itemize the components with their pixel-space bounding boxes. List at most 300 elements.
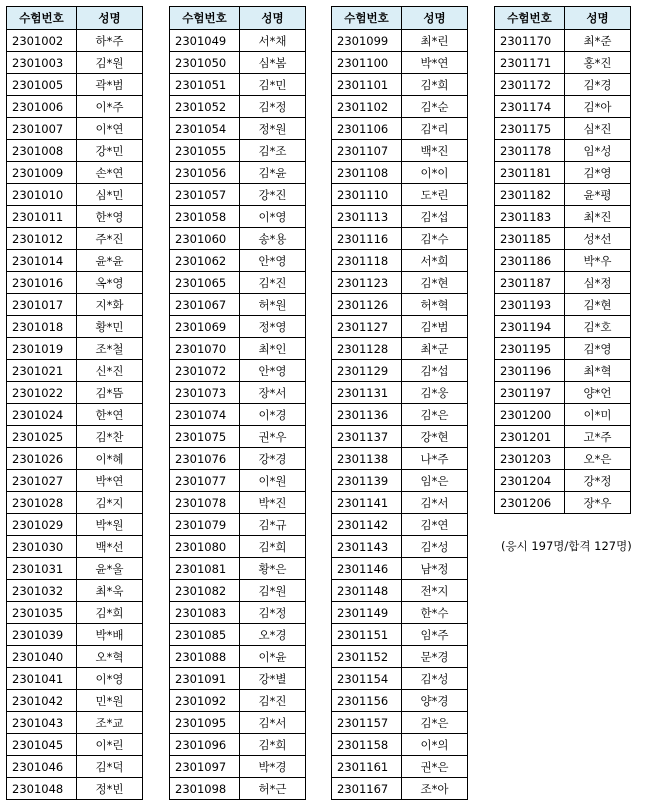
exam-number-cell: 2301148 <box>332 580 402 602</box>
exam-number-cell: 2301006 <box>7 96 77 118</box>
header-name: 성명 <box>565 7 631 30</box>
table-row <box>332 756 468 778</box>
name-cell: 최*군 <box>402 338 468 360</box>
table-row <box>495 338 631 360</box>
exam-number-cell: 2301201 <box>495 426 565 448</box>
table-row <box>332 536 468 558</box>
exam-number-cell: 2301092 <box>170 690 240 712</box>
name-cell: 허*혁 <box>402 294 468 316</box>
name-cell: 최*욱 <box>77 580 143 602</box>
table-row <box>332 712 468 734</box>
table-row <box>332 250 468 272</box>
table-row <box>7 690 143 712</box>
exam-number-cell: 2301171 <box>495 52 565 74</box>
table-row <box>7 756 143 778</box>
table-row <box>7 52 143 74</box>
name-cell: 최*혁 <box>565 360 631 382</box>
table-row <box>170 140 306 162</box>
table-row <box>7 272 143 294</box>
name-cell: 권*우 <box>240 426 306 448</box>
table-row <box>332 514 468 536</box>
name-cell: 이*린 <box>77 734 143 756</box>
table-row <box>7 668 143 690</box>
name-cell: 한*영 <box>77 206 143 228</box>
exam-number-cell: 2301167 <box>332 778 402 800</box>
table-row <box>170 382 306 404</box>
name-cell: 안*영 <box>240 360 306 382</box>
table-row <box>332 646 468 668</box>
name-cell: 김*순 <box>402 96 468 118</box>
name-cell: 박*우 <box>565 250 631 272</box>
name-cell: 권*은 <box>402 756 468 778</box>
name-cell: 박*원 <box>77 514 143 536</box>
table-row <box>332 404 468 426</box>
exam-number-cell: 2301018 <box>7 316 77 338</box>
header-exam-number: 수험번호 <box>7 7 77 30</box>
table-row <box>332 492 468 514</box>
table-row <box>170 250 306 272</box>
exam-number-cell: 2301193 <box>495 294 565 316</box>
table-row <box>332 338 468 360</box>
name-cell: 김*덕 <box>77 756 143 778</box>
name-cell: 김*정 <box>240 96 306 118</box>
exam-number-cell: 2301077 <box>170 470 240 492</box>
header-name: 성명 <box>240 7 306 30</box>
table-row <box>332 74 468 96</box>
name-cell: 박*진 <box>240 492 306 514</box>
name-cell: 이*의 <box>402 734 468 756</box>
name-cell: 곽*범 <box>77 74 143 96</box>
exam-number-cell: 2301097 <box>170 756 240 778</box>
exam-number-cell: 2301010 <box>7 184 77 206</box>
exam-number-cell: 2301030 <box>7 536 77 558</box>
exam-number-cell: 2301035 <box>7 602 77 624</box>
summary-note: (응시 197명/합격 127명) <box>501 539 632 553</box>
name-cell: 김*조 <box>240 140 306 162</box>
table-row <box>332 206 468 228</box>
exam-number-cell: 2301076 <box>170 448 240 470</box>
table-row <box>332 140 468 162</box>
name-cell: 김*지 <box>77 492 143 514</box>
name-cell: 강*민 <box>77 140 143 162</box>
name-cell: 김*연 <box>402 514 468 536</box>
exam-number-cell: 2301187 <box>495 272 565 294</box>
name-cell: 윤*울 <box>77 558 143 580</box>
table-row <box>332 52 468 74</box>
table-row <box>332 602 468 624</box>
name-cell: 문*경 <box>402 646 468 668</box>
exam-number-cell: 2301204 <box>495 470 565 492</box>
table-row <box>7 404 143 426</box>
table-row <box>170 96 306 118</box>
table-row <box>332 470 468 492</box>
exam-number-cell: 2301058 <box>170 206 240 228</box>
name-cell: 박*연 <box>77 470 143 492</box>
table-row <box>495 74 631 96</box>
exam-number-cell: 2301025 <box>7 426 77 448</box>
exam-number-cell: 2301146 <box>332 558 402 580</box>
exam-number-cell: 2301074 <box>170 404 240 426</box>
name-cell: 나*주 <box>402 448 468 470</box>
exam-number-cell: 2301022 <box>7 382 77 404</box>
header-row <box>332 7 468 30</box>
name-cell: 백*선 <box>77 536 143 558</box>
table-row <box>170 316 306 338</box>
header-name: 성명 <box>77 7 143 30</box>
name-cell: 김*은 <box>402 712 468 734</box>
table-row <box>7 74 143 96</box>
table-row <box>495 470 631 492</box>
table-row <box>332 624 468 646</box>
exam-number-cell: 2301170 <box>495 30 565 52</box>
exam-number-cell: 2301026 <box>7 448 77 470</box>
table-row <box>7 360 143 382</box>
exam-number-cell: 2301152 <box>332 646 402 668</box>
table-row <box>170 184 306 206</box>
table-row <box>170 74 306 96</box>
name-cell: 조*교 <box>77 712 143 734</box>
table-row <box>7 316 143 338</box>
name-cell: 강*진 <box>240 184 306 206</box>
name-cell: 김*섭 <box>402 360 468 382</box>
exam-number-cell: 2301070 <box>170 338 240 360</box>
table-row <box>495 492 631 514</box>
table-row <box>170 448 306 470</box>
name-cell: 송*용 <box>240 228 306 250</box>
table-row <box>332 778 468 800</box>
header-row <box>7 7 143 30</box>
exam-number-cell: 2301197 <box>495 382 565 404</box>
table-row <box>332 228 468 250</box>
name-cell: 심*진 <box>565 118 631 140</box>
exam-number-cell: 2301195 <box>495 338 565 360</box>
exam-number-cell: 2301149 <box>332 602 402 624</box>
name-cell: 김*원 <box>77 52 143 74</box>
exam-number-cell: 2301019 <box>7 338 77 360</box>
exam-number-cell: 2301065 <box>170 272 240 294</box>
name-cell: 김*정 <box>240 602 306 624</box>
name-cell: 최*진 <box>565 206 631 228</box>
table-row <box>7 382 143 404</box>
header-name: 성명 <box>402 7 468 30</box>
name-cell: 최*준 <box>565 30 631 52</box>
name-cell: 김*규 <box>240 514 306 536</box>
table-row <box>495 360 631 382</box>
name-cell: 김*찬 <box>77 426 143 448</box>
table-row <box>7 470 143 492</box>
roster-table-3 <box>331 6 468 800</box>
name-cell: 이*원 <box>240 470 306 492</box>
table-row <box>495 426 631 448</box>
exam-number-cell: 2301017 <box>7 294 77 316</box>
name-cell: 김*은 <box>402 404 468 426</box>
exam-number-cell: 2301183 <box>495 206 565 228</box>
header-exam-number: 수험번호 <box>495 7 565 30</box>
exam-number-cell: 2301157 <box>332 712 402 734</box>
name-cell: 하*주 <box>77 30 143 52</box>
name-cell: 이*영 <box>77 668 143 690</box>
name-cell: 이*혜 <box>77 448 143 470</box>
table-row <box>170 580 306 602</box>
exam-number-cell: 2301085 <box>170 624 240 646</box>
exam-number-cell: 2301046 <box>7 756 77 778</box>
name-cell: 안*영 <box>240 250 306 272</box>
name-cell: 오*은 <box>565 448 631 470</box>
name-cell: 옥*영 <box>77 272 143 294</box>
table-row <box>332 360 468 382</box>
exam-number-cell: 2301172 <box>495 74 565 96</box>
header-exam-number: 수험번호 <box>170 7 240 30</box>
table-row <box>495 294 631 316</box>
exam-number-cell: 2301088 <box>170 646 240 668</box>
exam-number-cell: 2301045 <box>7 734 77 756</box>
table-row <box>7 778 143 800</box>
exam-number-cell: 2301081 <box>170 558 240 580</box>
table-row <box>170 52 306 74</box>
name-cell: 양*경 <box>402 690 468 712</box>
exam-number-cell: 2301049 <box>170 30 240 52</box>
name-cell: 김*윤 <box>240 162 306 184</box>
name-cell: 심*정 <box>565 272 631 294</box>
name-cell: 오*경 <box>240 624 306 646</box>
exam-number-cell: 2301028 <box>7 492 77 514</box>
name-cell: 윤*평 <box>565 184 631 206</box>
table-row <box>495 96 631 118</box>
exam-number-cell: 2301100 <box>332 52 402 74</box>
exam-number-cell: 2301196 <box>495 360 565 382</box>
roster-table-2 <box>169 6 306 800</box>
table-row <box>7 558 143 580</box>
name-cell: 강*현 <box>402 426 468 448</box>
table-row <box>170 228 306 250</box>
name-cell: 도*린 <box>402 184 468 206</box>
table-row <box>7 514 143 536</box>
name-cell: 손*연 <box>77 162 143 184</box>
table-row <box>170 294 306 316</box>
exam-number-cell: 2301106 <box>332 118 402 140</box>
name-cell: 김*성 <box>402 668 468 690</box>
header-row <box>495 7 631 30</box>
exam-number-cell: 2301113 <box>332 206 402 228</box>
exam-number-cell: 2301194 <box>495 316 565 338</box>
exam-number-cell: 2301175 <box>495 118 565 140</box>
table-row <box>332 382 468 404</box>
header-row <box>170 7 306 30</box>
table-row <box>7 206 143 228</box>
name-cell: 이*이 <box>402 162 468 184</box>
table-row <box>495 118 631 140</box>
exam-number-cell: 2301108 <box>332 162 402 184</box>
exam-number-cell: 2301123 <box>332 272 402 294</box>
name-cell: 임*주 <box>402 624 468 646</box>
table-row <box>7 536 143 558</box>
exam-number-cell: 2301052 <box>170 96 240 118</box>
exam-number-cell: 2301128 <box>332 338 402 360</box>
exam-number-cell: 2301042 <box>7 690 77 712</box>
name-cell: 김*희 <box>402 74 468 96</box>
table-row <box>332 580 468 602</box>
name-cell: 김*희 <box>77 602 143 624</box>
name-cell: 이*영 <box>240 206 306 228</box>
name-cell: 남*정 <box>402 558 468 580</box>
exam-number-cell: 2301107 <box>332 140 402 162</box>
table-row <box>170 118 306 140</box>
exam-number-cell: 2301054 <box>170 118 240 140</box>
exam-number-cell: 2301138 <box>332 448 402 470</box>
table-row <box>7 30 143 52</box>
name-cell: 박*경 <box>240 756 306 778</box>
roster-table-1 <box>6 6 143 800</box>
name-cell: 서*채 <box>240 30 306 52</box>
table-row <box>7 294 143 316</box>
name-cell: 허*원 <box>240 294 306 316</box>
name-cell: 정*영 <box>240 316 306 338</box>
exam-number-cell: 2301024 <box>7 404 77 426</box>
exam-number-cell: 2301142 <box>332 514 402 536</box>
name-cell: 한*연 <box>77 404 143 426</box>
table-row <box>7 228 143 250</box>
exam-number-cell: 2301040 <box>7 646 77 668</box>
exam-number-cell: 2301203 <box>495 448 565 470</box>
table-row <box>170 360 306 382</box>
exam-number-cell: 2301027 <box>7 470 77 492</box>
name-cell: 김*웅 <box>402 382 468 404</box>
exam-number-cell: 2301031 <box>7 558 77 580</box>
table-row <box>170 470 306 492</box>
name-cell: 이*경 <box>240 404 306 426</box>
table-row <box>332 668 468 690</box>
exam-number-cell: 2301182 <box>495 184 565 206</box>
exam-number-cell: 2301008 <box>7 140 77 162</box>
table-row <box>170 734 306 756</box>
exam-number-cell: 2301116 <box>332 228 402 250</box>
name-cell: 강*정 <box>565 470 631 492</box>
exam-number-cell: 2301101 <box>332 74 402 96</box>
name-cell: 김*진 <box>240 690 306 712</box>
name-cell: 장*우 <box>565 492 631 514</box>
name-cell: 황*민 <box>77 316 143 338</box>
table-row <box>7 492 143 514</box>
exam-number-cell: 2301060 <box>170 228 240 250</box>
exam-number-cell: 2301110 <box>332 184 402 206</box>
exam-number-cell: 2301051 <box>170 74 240 96</box>
exam-number-cell: 2301067 <box>170 294 240 316</box>
name-cell: 심*민 <box>77 184 143 206</box>
table-row <box>7 250 143 272</box>
exam-number-cell: 2301158 <box>332 734 402 756</box>
name-cell: 김*뜸 <box>77 382 143 404</box>
exam-number-cell: 2301080 <box>170 536 240 558</box>
table-row <box>170 404 306 426</box>
name-cell: 김*원 <box>240 580 306 602</box>
exam-number-cell: 2301102 <box>332 96 402 118</box>
table-row <box>7 338 143 360</box>
name-cell: 최*인 <box>240 338 306 360</box>
exam-number-cell: 2301062 <box>170 250 240 272</box>
exam-number-cell: 2301002 <box>7 30 77 52</box>
table-row <box>495 272 631 294</box>
exam-number-cell: 2301181 <box>495 162 565 184</box>
exam-number-cell: 2301021 <box>7 360 77 382</box>
name-cell: 오*혁 <box>77 646 143 668</box>
exam-number-cell: 2301136 <box>332 404 402 426</box>
name-cell: 김*민 <box>240 74 306 96</box>
table-row <box>332 448 468 470</box>
exam-number-cell: 2301095 <box>170 712 240 734</box>
table-row <box>7 712 143 734</box>
exam-number-cell: 2301131 <box>332 382 402 404</box>
exam-number-cell: 2301048 <box>7 778 77 800</box>
name-cell: 황*은 <box>240 558 306 580</box>
table-row <box>170 338 306 360</box>
name-cell: 박*배 <box>77 624 143 646</box>
table-row <box>332 426 468 448</box>
name-cell: 지*화 <box>77 294 143 316</box>
table-row <box>495 184 631 206</box>
table-row <box>170 272 306 294</box>
exam-number-cell: 2301099 <box>332 30 402 52</box>
exam-number-cell: 2301011 <box>7 206 77 228</box>
name-cell: 한*수 <box>402 602 468 624</box>
exam-number-cell: 2301091 <box>170 668 240 690</box>
name-cell: 김*아 <box>565 96 631 118</box>
table-row <box>332 96 468 118</box>
table-row <box>7 734 143 756</box>
exam-number-cell: 2301154 <box>332 668 402 690</box>
exam-number-cell: 2301056 <box>170 162 240 184</box>
table-row <box>170 646 306 668</box>
table-row <box>495 228 631 250</box>
name-cell: 이*주 <box>77 96 143 118</box>
table-row <box>170 756 306 778</box>
name-cell: 윤*윤 <box>77 250 143 272</box>
exam-number-cell: 2301032 <box>7 580 77 602</box>
table-row <box>170 514 306 536</box>
name-cell: 고*주 <box>565 426 631 448</box>
table-row <box>495 382 631 404</box>
table-row <box>332 118 468 140</box>
name-cell: 홍*진 <box>565 52 631 74</box>
exam-number-cell: 2301186 <box>495 250 565 272</box>
roster-table-4 <box>494 6 631 514</box>
table-row <box>170 778 306 800</box>
exam-number-cell: 2301016 <box>7 272 77 294</box>
exam-number-cell: 2301143 <box>332 536 402 558</box>
table-row <box>332 162 468 184</box>
table-row <box>332 316 468 338</box>
table-row <box>495 52 631 74</box>
table-row <box>7 448 143 470</box>
table-row <box>170 492 306 514</box>
table-row <box>332 184 468 206</box>
exam-number-cell: 2301029 <box>7 514 77 536</box>
exam-number-cell: 2301069 <box>170 316 240 338</box>
exam-number-cell: 2301161 <box>332 756 402 778</box>
name-cell: 김*희 <box>240 734 306 756</box>
name-cell: 정*원 <box>240 118 306 140</box>
exam-number-cell: 2301185 <box>495 228 565 250</box>
table-row <box>495 206 631 228</box>
exam-number-cell: 2301141 <box>332 492 402 514</box>
table-row <box>170 602 306 624</box>
exam-number-cell: 2301151 <box>332 624 402 646</box>
name-cell: 주*진 <box>77 228 143 250</box>
exam-number-cell: 2301156 <box>332 690 402 712</box>
name-cell: 김*리 <box>402 118 468 140</box>
exam-number-cell: 2301005 <box>7 74 77 96</box>
exam-number-cell: 2301009 <box>7 162 77 184</box>
name-cell: 김*경 <box>565 74 631 96</box>
